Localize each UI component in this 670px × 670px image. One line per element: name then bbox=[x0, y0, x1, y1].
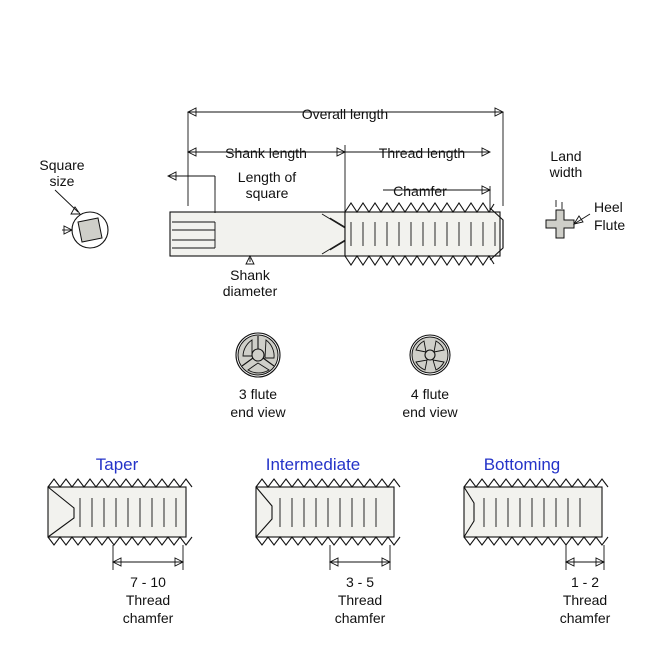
heading-taper: Taper bbox=[95, 455, 139, 474]
thread-crest-bottom bbox=[345, 256, 494, 265]
label-land-width-2: width bbox=[549, 164, 583, 180]
main-tap-side-view bbox=[170, 203, 503, 265]
value-intermediate-threads: 3 - 5 bbox=[345, 574, 375, 590]
square-cross-section bbox=[62, 212, 108, 248]
value-bottoming-threads: 1 - 2 bbox=[570, 574, 600, 590]
intermediate-tap-view bbox=[256, 479, 400, 570]
shank-body bbox=[170, 212, 345, 256]
caption-intermediate-2: chamfer bbox=[334, 610, 386, 626]
label-overall-length: Overall length bbox=[301, 106, 389, 122]
threaded-body bbox=[345, 212, 500, 256]
value-taper-threads: 7 - 10 bbox=[130, 574, 166, 590]
heading-bottoming: Bottoming bbox=[483, 455, 561, 474]
label-thread-length: Thread length bbox=[378, 145, 466, 161]
label-3flute-line1: 3 flute bbox=[238, 386, 278, 402]
label-shank-length: Shank length bbox=[225, 145, 307, 161]
four-flute-end-view bbox=[410, 335, 450, 375]
label-land-width-1: Land bbox=[550, 148, 582, 164]
three-flute-end-view bbox=[236, 333, 280, 377]
caption-intermediate-1: Thread bbox=[337, 592, 383, 608]
label-length-of-square-2: square bbox=[245, 185, 289, 201]
label-square-size-1: Square bbox=[39, 157, 85, 173]
label-shank-diameter-2: diameter bbox=[222, 283, 278, 299]
label-4flute-line1: 4 flute bbox=[410, 386, 450, 402]
label-heel: Heel bbox=[594, 199, 623, 215]
label-length-of-square-1: Length of bbox=[237, 169, 297, 185]
taper-tap-view bbox=[48, 479, 192, 570]
label-4flute-line2: end view bbox=[402, 404, 458, 420]
caption-taper-2: chamfer bbox=[122, 610, 174, 626]
thread-crest-top bbox=[345, 203, 494, 212]
label-square-size-2: size bbox=[49, 173, 75, 189]
caption-bottoming-1: Thread bbox=[562, 592, 608, 608]
label-flute: Flute bbox=[594, 217, 626, 233]
caption-taper-1: Thread bbox=[125, 592, 171, 608]
heading-intermediate: Intermediate bbox=[265, 455, 361, 474]
bottoming-tap-view bbox=[464, 479, 608, 570]
label-chamfer: Chamfer bbox=[393, 183, 447, 199]
caption-bottoming-2: chamfer bbox=[559, 610, 611, 626]
flute-cross-section bbox=[546, 200, 590, 238]
label-3flute-line2: end view bbox=[230, 404, 286, 420]
label-shank-diameter-1: Shank bbox=[230, 267, 270, 283]
